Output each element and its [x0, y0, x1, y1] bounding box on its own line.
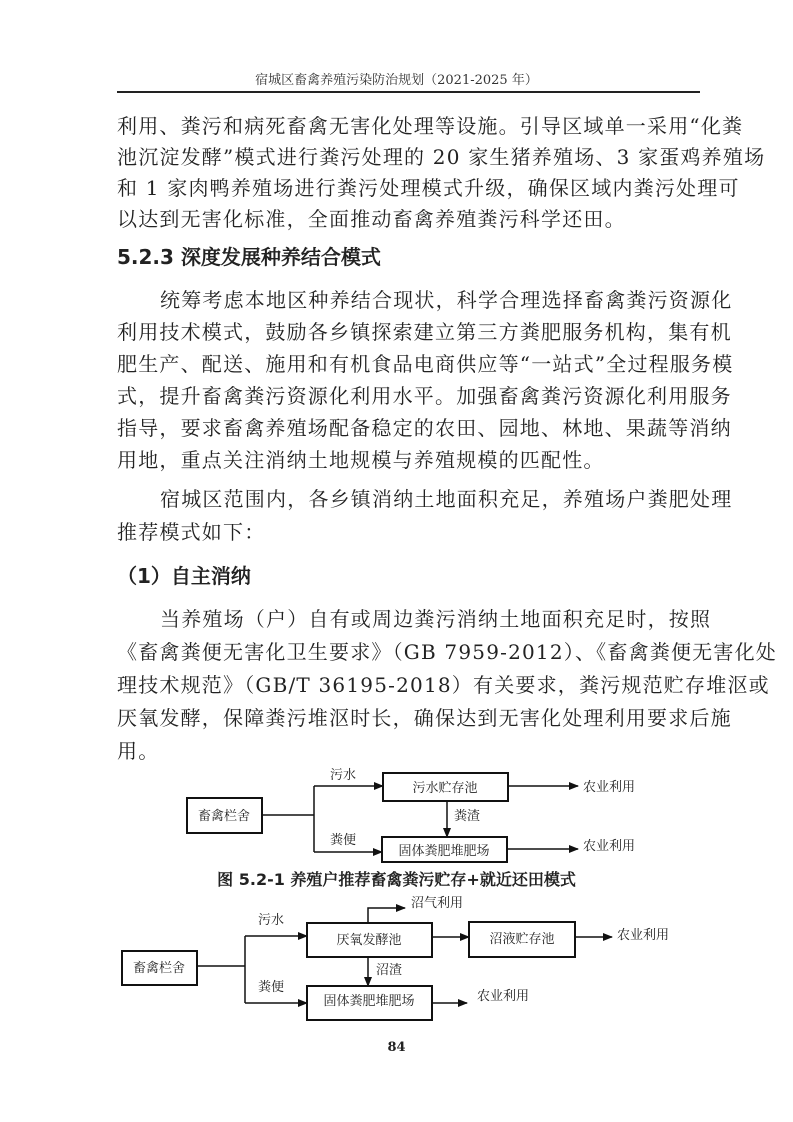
- fig2-vertical-label: 沼渣: [376, 963, 403, 978]
- fig2-biogas-output: 沼气利用: [411, 896, 464, 911]
- fig2-arrow-biogas: [368, 908, 405, 923]
- figure-caption: 图 5.2-1 养殖户推荐畜禽粪污贮存+就近还田模式: [217, 870, 576, 889]
- fig1-source-label: 畜禽栏舍: [197, 809, 251, 824]
- fig2-slurry-output: 农业利用: [617, 928, 670, 943]
- fig1-vertical-label: 粪渣: [454, 809, 481, 824]
- subsection-heading: （1）自主消纳: [117, 564, 251, 588]
- paragraph-line: 推荐模式如下：: [117, 520, 266, 544]
- fig2-digester-label: 厌氧发酵池: [336, 933, 402, 948]
- figure-2: [122, 895, 669, 1020]
- fig1-top-box-label: 污水贮存池: [412, 781, 478, 796]
- paragraph-line: 利用、粪污和病死畜禽无害化处理等设施。引导区域单一采用“化粪: [117, 114, 744, 138]
- fig2-slurry-label: 沼液贮存池: [489, 932, 555, 947]
- paragraph-line: 用地，重点关注消纳土地规模与养殖规模的匹配性。: [117, 448, 605, 472]
- fig2-bottom-output: 农业利用: [477, 989, 530, 1004]
- fig2-branch-top-label: 污水: [258, 913, 285, 928]
- paragraph-line: 以达到无害化标准，全面推动畜禽养殖粪污科学还田。: [117, 207, 626, 231]
- paragraph-line: 肥生产、配送、施用和有机食品电商供应等“一站式”全过程服务模: [117, 352, 734, 376]
- paragraph-line: 统筹考虑本地区种养结合现状，科学合理选择畜禽粪污资源化: [160, 288, 733, 312]
- fig1-top-output: 农业利用: [583, 780, 636, 795]
- fig2-bottom-box-label: 固体粪肥堆肥场: [323, 994, 415, 1009]
- fig2-branch-bottom-label: 粪便: [258, 980, 285, 995]
- section-heading: 5.2.3 深度发展种养结合模式: [117, 245, 381, 269]
- paragraph-line: 利用技术模式，鼓励各乡镇探索建立第三方粪肥服务机构，集有机: [117, 320, 732, 344]
- running-header: 宿城区畜禽养殖污染防治规划（2021-2025 年）: [255, 73, 538, 88]
- fig1-branch-bottom-label: 粪便: [330, 833, 357, 848]
- fig1-branch-top-label: 污水: [330, 768, 357, 783]
- paragraph-line: 池沉淀发酵”模式进行粪污处理的 20 家生猪养殖场、3 家蛋鸡养殖场: [117, 145, 766, 169]
- paragraph-line: 用。: [117, 739, 160, 763]
- paragraph-line: 和 1 家肉鸭养殖场进行粪污处理模式升级，确保区域内粪污处理可: [117, 176, 740, 200]
- paragraph-line: 宿城区范围内，各乡镇消纳土地面积充足，养殖场户粪肥处理: [160, 487, 733, 511]
- paragraph-line: 理技术规范》（GB/T 36195-2018）有关要求，粪污规范贮存堆沤或: [117, 673, 770, 697]
- paragraph-line: 当养殖场（户）自有或周边粪污消纳土地面积充足时，按照: [160, 607, 712, 631]
- figure-1: [187, 767, 635, 862]
- fig2-source-label: 畜禽栏舍: [132, 961, 186, 976]
- paragraph-line: 式，提升畜禽粪污资源化利用水平。加强畜禽粪污资源化利用服务: [117, 384, 732, 408]
- paragraph-line: 指导，要求畜禽养殖场配备稳定的农田、园地、林地、果蔬等消纳: [117, 416, 732, 440]
- paragraph-line: 厌氧发酵，保障粪污堆沤时长，确保达到无害化处理利用要求后施: [117, 706, 732, 730]
- page-number: 84: [387, 1040, 406, 1055]
- paragraph-line: 《畜禽粪便无害化卫生要求》（GB 7959-2012）、《畜禽粪便无害化处: [117, 640, 777, 664]
- fig1-bottom-box-label: 固体粪肥堆肥场: [398, 844, 490, 859]
- fig1-bottom-output: 农业利用: [583, 839, 636, 854]
